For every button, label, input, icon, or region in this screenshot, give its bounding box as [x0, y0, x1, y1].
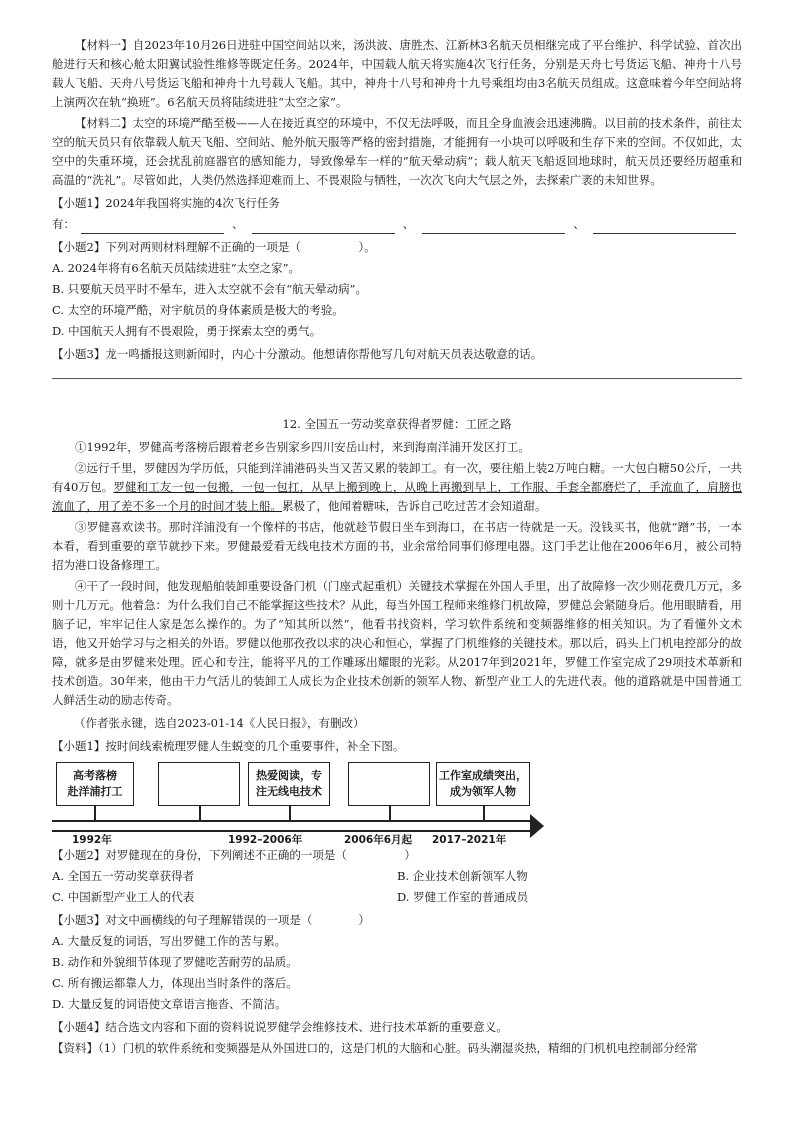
s2-question-4: 【小题4】结合选文内容和下面的资料说说罗健学会维修技术、进行技术革新的重要意义。: [52, 1020, 508, 1034]
material-one: 【材料一】自2023年10月26日进驻中国空间站以来，汤洪波、唐胜杰、江新林3名航天员相继完成了平台维护、科学试验、首次出舱进行天和核心舱太阳翼试验性维修等既定任务。2024年，中国载人航天将实施4次飞行任务，分别是天舟七号货运飞船、神舟十八号载人飞船、天舟八号货运飞船和神舟十九号载人飞船。其中，神舟十八号和神舟十九号乘组均由3名航天员组成。这意味着今年空间站将上演两次在轨“换班”。6名航天员将陆续进驻“太空之家”。: [52, 38, 742, 109]
timeline-box-1-line-2: 赴洋浦打工: [67, 785, 123, 798]
section-divider: [52, 378, 742, 379]
article-paragraph-2: [52, 459, 742, 516]
timeline-label-2: 1992–2006年: [228, 834, 303, 846]
s2-q2-option-a: A. 全国五一劳动奖章获得者: [52, 869, 195, 883]
s2-q2-option-c: C. 中国新型产业工人的代表: [52, 890, 195, 904]
timeline-label-4: 2017–2021年: [432, 834, 507, 846]
timeline-label-1: 1992年: [72, 834, 112, 846]
timeline-box-5-line-2: 成为领军人物: [450, 785, 516, 798]
s2-question-2: 【小题2】对罗健现在的身份，下列阐述不正确的一项是（ ）: [52, 848, 416, 862]
s2-q3-option-d: D. 大量反复的词语使文章语言拖沓、不简洁。: [52, 997, 287, 1011]
answer-blank-2[interactable]: [252, 220, 395, 234]
underlined-sentence: 罗健和工友一包一包搬，一包一包扛，从早上搬到晚上，从晚上再搬到早上，工作服、手套全都磨烂了，手流血了，肩膀也流血了，用了差不多一个月的时间才装上船。: [52, 480, 742, 513]
s1-question-1: 【小题1】2024年我国将实施的4次飞行任务: [52, 196, 280, 210]
answer-blank-1[interactable]: [81, 220, 224, 234]
timeline-box-5: [436, 762, 530, 806]
timeline-tick: [389, 806, 391, 820]
s2-q2-options: [52, 867, 742, 907]
timeline-tick: [289, 806, 291, 820]
timeline-arrowhead-icon: [530, 814, 544, 838]
article-title: 12. 全国五一劳动奖章获得者罗健：工匠之路: [282, 417, 512, 431]
s2-q3-option-c: C. 所有搬运都靠人力，体现出当时条件的落后。: [52, 976, 298, 990]
s2-q3-option-b: B. 动作和外貌细节体现了罗健吃苦耐劳的品质。: [52, 955, 298, 969]
timeline-box-3-line-2: 注无线电技术: [256, 785, 322, 798]
paragraph-2-end: 累极了，他闻着糖味，告诉自己吃过苦才会知道甜。: [282, 499, 547, 513]
s1-q2-option-a: A. 2024年将有6名航天员陆续进驻“太空之家”。: [52, 261, 300, 275]
timeline-box-4-blank[interactable]: [348, 762, 430, 806]
document-page: [52, 36, 742, 1060]
s2-q2-option-b: B. 企业技术创新领军人物: [397, 869, 528, 883]
timeline-box-3: [248, 762, 330, 806]
timeline-box-1: [56, 762, 134, 806]
article-paragraph-3: ③罗健喜欢读书。那时洋浦没有一个像样的书店，他就趁节假日坐车到海口，在书店一待就是一天。没钱买书，他就“蹭”书，一本本看，看到重要的章节就抄下来。罗健最爱看无线电技术方面的书，业余常给同事们修理电器。这门手艺让他在2006年6月，被公司特招为港口设备修理工。: [52, 520, 742, 572]
s2-question-3: 【小题3】对文中画横线的句子理解错误的一项是（ ）: [52, 913, 370, 927]
timeline-arrow-bar: [52, 820, 532, 832]
material-two: 【材料二】太空的环境严酷至极——人在接近真空的环境中，不仅无法呼吸，而且全身血液会迅速沸腾。以目前的技术条件，前往太空的航天员只有依靠载人航天飞船、空间站、舱外航天服等严格的密封措施，才能拥有一小块可以呼吸和生存下来的空间。不仅如此，太空中的失重环境，还会扰乱前庭器官的感知能力，导致像晕车一样的“航天晕动病”；载人航天飞船返回地球时，航天员还要经历超重和高温的“洗礼”。尽管如此，人类仍然选择迎难而上、不畏艰险与牺牲，一次次飞向大气层之外，去探索广袤的未知世界。: [52, 116, 742, 187]
timeline-box-2-blank[interactable]: [158, 762, 240, 806]
s1-q2-option-c: C. 太空的环境严酷，对宇航员的身体素质是极大的考验。: [52, 303, 344, 317]
answer-blank-4[interactable]: [593, 220, 736, 234]
s1-q2-option-d: D. 中国航天人拥有不畏艰险，勇于探索太空的勇气。: [52, 324, 322, 338]
s1-question-1-blanks: [52, 215, 742, 234]
s1-question-3: 【小题3】龙一鸣播报这则新闻时，内心十分激动。他想请你帮他写几句对航天员表达敬意的话。: [52, 347, 543, 361]
s1-q2-option-b: B. 只要航天员平时不晕车，进入太空就不会有“航天晕动病”。: [52, 282, 368, 296]
s1-question-2: 【小题2】下列对两则材料理解不正确的一项是（ ）。: [52, 240, 376, 254]
blank-separator: 、: [232, 217, 244, 231]
timeline-tick: [94, 806, 96, 820]
article-source: （作者张永键，选自2023-01-14《人民日报》，有删改）: [74, 716, 365, 730]
paragraph-2-start: ②远行千里，罗健因为学历低，只能到洋浦港码头当又苦又累的装卸工。有一次，要往船上装2万吨白糖。一大包白糖50公斤，一共有40万包。: [52, 461, 742, 494]
timeline-tick: [483, 806, 485, 820]
timeline-box-3-line-1: 热爱阅读，专: [256, 769, 322, 782]
blank-separator: 、: [573, 217, 585, 231]
timeline-tick: [199, 806, 201, 820]
blanks-prefix: 有：: [52, 217, 75, 231]
timeline-box-1-line-1: 高考落榜: [73, 769, 117, 782]
s2-q3-option-a: A. 大量反复的词语，写出罗健工作的苦与累。: [52, 934, 287, 948]
answer-blank-3[interactable]: [422, 220, 565, 234]
article-paragraph-4: ④干了一段时间，他发现船舶装卸重要设备门机（门座式起重机）关键技术掌握在外国人手里，出了故障修一次少则花费几万元，多则十几万元。他着急：为什么我们自己不能掌握这些技术？从此，每当外国工程师来维修门机故障，罗健总会紧随身后。他用眼睛看，用脑子记，牢牢记住人家是怎么操作的。为了“知其所以然”，他看书找资料，学习软件系统和变频器维修的相关知识。为了看懂外文术语，他又开始学习与之相关的外语。罗健以他那孜孜以求的决心和恒心，掌握了门机维修的关键技术。那以后，码头上门机电控部分的故障，就多是由罗健来处理。匠心和专注，能将平凡的工作雕琢出耀眼的光彩。从2017年到2021年，罗健工作室完成了29项技术革新和技术创造。30年来，他由干力气活儿的装卸工人成长为企业技术创新的领军人物、新型产业工人的先进代表。他的道路就是中国普通工人鲜活生动的励志传奇。: [52, 579, 742, 707]
blank-separator: 、: [402, 217, 415, 231]
article-paragraph-1: ①1992年，罗健高考落榜后跟着老乡告别家乡四川安岳山村，来到海南洋浦开发区打工。: [75, 440, 530, 454]
timeline-box-5-line-1: 工作室成绩突出，: [439, 769, 527, 782]
timeline-label-3: 2006年6月起: [344, 834, 413, 846]
s2-material: 【资料】（1）门机的软件系统和变频器是从外国进口的，这是门机的大脑和心脏。码头潮湿炎热，精细的门机机电控制部分经常: [52, 1041, 698, 1055]
timeline-diagram: [52, 762, 532, 846]
s2-q2-option-d: D. 罗健工作室的普通成员: [397, 890, 529, 904]
s2-question-1: 【小题1】按时间线索梳理罗健人生蜕变的几个重要事件，补全下图。: [52, 739, 405, 753]
